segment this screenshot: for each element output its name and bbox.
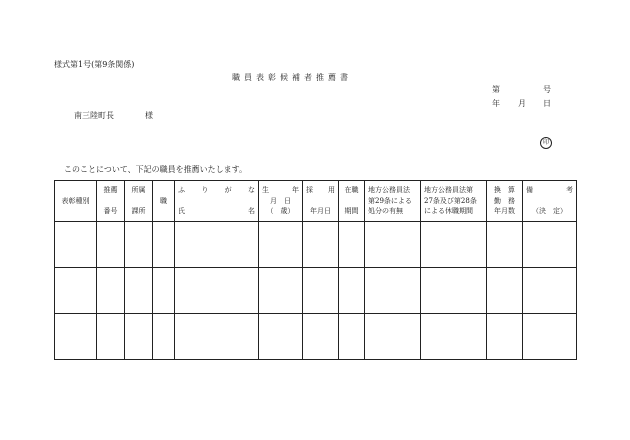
date-month: 月 <box>518 99 526 108</box>
cell[interactable] <box>153 268 175 314</box>
number-suffix: 号 <box>543 85 551 94</box>
cell[interactable] <box>97 268 125 314</box>
cell[interactable] <box>365 268 421 314</box>
date-day: 日 <box>543 99 551 108</box>
cell[interactable] <box>523 268 577 314</box>
header-recommendation: 推薦 番号 <box>97 181 125 222</box>
header-remarks: 備 考 （決 定） <box>523 181 577 222</box>
cell[interactable] <box>175 268 259 314</box>
cell[interactable] <box>487 268 523 314</box>
cell[interactable] <box>125 222 153 268</box>
header-post: 職 <box>153 181 175 222</box>
cell[interactable] <box>487 314 523 360</box>
cell[interactable] <box>303 314 339 360</box>
header-type: 表彰種別 <box>55 181 97 222</box>
cell[interactable] <box>421 314 487 360</box>
candidate-table <box>54 180 577 360</box>
header-converted-service: 換 算 勤 務 年月数 <box>487 181 523 222</box>
header-row <box>55 181 577 222</box>
cell[interactable] <box>523 222 577 268</box>
header-hire: 採 用 年月日 <box>303 181 339 222</box>
table-row <box>55 268 577 314</box>
cell[interactable] <box>339 314 365 360</box>
cell[interactable] <box>153 314 175 360</box>
header-name: ふ り が な 氏 名 <box>175 181 259 222</box>
cell[interactable] <box>365 314 421 360</box>
cell[interactable] <box>523 314 577 360</box>
cell[interactable] <box>259 268 303 314</box>
date-year: 年 <box>492 99 500 108</box>
cell[interactable] <box>365 222 421 268</box>
cell[interactable] <box>175 222 259 268</box>
form-id: 様式第1号(第9条関係) <box>54 60 135 69</box>
document-title: 職員表彰候補者推薦書 <box>232 73 352 82</box>
header-department: 所属 課所 <box>125 181 153 222</box>
cell[interactable] <box>125 314 153 360</box>
header-leave: 地方公務員法第 27条及び第28条 による休職期間 <box>421 181 487 222</box>
number-prefix: 第 <box>492 85 500 94</box>
cell[interactable] <box>421 268 487 314</box>
addressee-honorific: 様 <box>145 111 153 120</box>
addressee-name: 南三陸町長 <box>74 111 114 120</box>
cell[interactable] <box>339 222 365 268</box>
seal-mark: 印 <box>540 137 552 149</box>
cell[interactable] <box>97 314 125 360</box>
cell[interactable] <box>175 314 259 360</box>
header-tenure: 在職 期間 <box>339 181 365 222</box>
cell[interactable] <box>55 314 97 360</box>
header-birth: 生 年 月 日 （ 歳） <box>259 181 303 222</box>
cell[interactable] <box>55 222 97 268</box>
intro-text: このことについて、下記の職員を推薦いたします。 <box>64 165 248 174</box>
table-row <box>55 314 577 360</box>
cell[interactable] <box>125 268 153 314</box>
header-discipline: 地方公務員法 第29条による 処分の有無 <box>365 181 421 222</box>
cell[interactable] <box>303 222 339 268</box>
table-row <box>55 222 577 268</box>
cell[interactable] <box>97 222 125 268</box>
cell[interactable] <box>421 222 487 268</box>
cell[interactable] <box>487 222 523 268</box>
cell[interactable] <box>259 314 303 360</box>
cell[interactable] <box>339 268 365 314</box>
cell[interactable] <box>55 268 97 314</box>
cell[interactable] <box>303 268 339 314</box>
cell[interactable] <box>259 222 303 268</box>
cell[interactable] <box>153 222 175 268</box>
